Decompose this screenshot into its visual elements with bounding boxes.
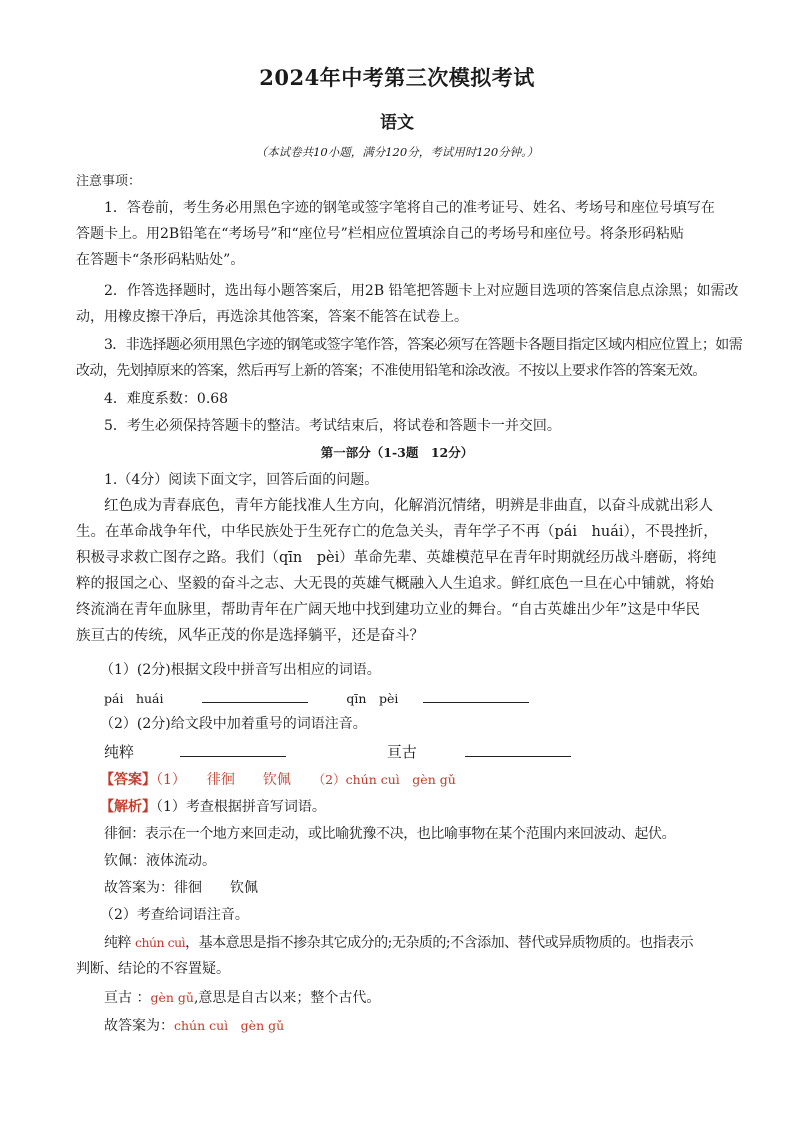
notice-item-4: 4．难度系数：0.68 — [104, 391, 229, 407]
notice-label: 注意事项： — [76, 174, 142, 189]
passage-line-3: 积极寻求救亡图存之路。我们（qīn pèi）革命先辈、英雄模范早在青年时期就经历战斗磨砺，将纯 — [76, 550, 717, 566]
notice-item-1-line-3: 在答题卡“条形码粘贴处”。 — [76, 252, 245, 268]
passage-line-6: 族亘古的传统，风华正茂的你是选择躺平，还是奋斗？ — [76, 628, 424, 644]
word-blank-row — [104, 742, 754, 763]
notice-item-2-line-2: 动，用橡皮擦干净后，再选涂其他答案，答案不能答在试卷上。 — [76, 309, 468, 325]
definition-3-line-1 — [104, 933, 754, 953]
definition-3-word: 纯粹 — [104, 935, 135, 951]
definition-3-pinyin: chún cuì — [134, 935, 186, 950]
answer-line — [100, 770, 750, 790]
analysis-label: 【解析】 — [100, 799, 156, 815]
answer-content-1: （1） 徘徊 钦佩 — [156, 772, 319, 788]
definition-4-pinyin: gèn gǔ — [150, 990, 194, 1005]
answer-blank-4[interactable] — [465, 742, 571, 757]
notice-item-5: 5．考生必须保持答题卡的整洁。考试结束后，将试卷和答题卡一并交回。 — [104, 418, 561, 434]
word-2-label: 亘古 — [386, 743, 417, 761]
passage-line-2: 生。在革命战争年代，中华民族处于生死存亡的危急关头，青年学子不再（pái huái），不畏挫折， — [76, 524, 718, 540]
exam-info: （本试卷共10小题，满分120分，考试用时120分钟。） — [255, 145, 539, 159]
passage-line-1: 红色成为青春底色，青年方能找准人生方向，化解消沉情绪，明辨是非曲直，以奋斗成就出彩人 — [104, 498, 713, 514]
pinyin-2-label: qīn pèi — [346, 691, 399, 706]
notice-item-3-line-2: 改动，先划掉原来的答案，然后再写上新的答案；不准使用铅笔和涂改液。不按以上要求作答的答案无效。 — [76, 363, 706, 379]
definition-2: 钦佩：液体流动。 — [104, 853, 216, 869]
answer-blank-3[interactable] — [180, 742, 286, 757]
pinyin-1-label: pái huái — [104, 691, 164, 706]
analysis-part-2: （2）考查给词语注音。 — [100, 907, 249, 923]
answer-content-2: （2）chún cuì gèn gǔ — [318, 772, 456, 787]
pinyin-blank-row — [104, 688, 754, 709]
definition-1: 徘徊：表示在一个地方来回走动，或比喻犹豫不决，也比喻事物在某个范围内来回波动、起伏。 — [104, 826, 676, 842]
passage-line-5: 终流淌在青年血脉里，帮助青年在广阔天地中找到建功立业的舞台。“自古英雄出少年”这是中华民 — [76, 602, 700, 618]
notice-item-1-line-1: 1．答卷前，考生务必用黑色字迹的钢笔或签字笔将自己的准考证号、姓名、考场号和座位号填写在 — [104, 200, 715, 216]
page-title: 2024年中考第三次模拟考试 — [259, 65, 535, 90]
notice-item-1-line-2: 答题卡上。用2B铅笔在“考场号”和“座位号”栏相应位置填涂自己的考场号和座位号。将条形码粘贴 — [76, 226, 684, 242]
analysis-line — [100, 797, 750, 817]
answer-blank-1[interactable] — [202, 688, 308, 703]
notice-item-3-line-1: 3．非选择题必须用黑色字迹的钢笔或签字笔作答，答案必须写在答题卡各题目指定区域内相应位置上；如需 — [104, 337, 743, 353]
answer-summary-2-pinyin: chún cuì gèn gǔ — [174, 1018, 285, 1033]
question-1-stem: 1.（4分）阅读下面文字，回答后面的问题。 — [104, 472, 379, 488]
definition-3-line-2: 判断、结论的不容置疑。 — [76, 961, 230, 977]
answer-summary-2-label: 故答案为： — [104, 1018, 174, 1034]
analysis-part-1: （1）考查根据拼音写词语。 — [156, 799, 326, 815]
word-1-label: 纯粹 — [104, 743, 135, 761]
passage-line-4: 粹的报国之心、坚毅的奋斗之志、大无畏的英雄气概融入人生追求。鲜红底色一旦在心中铺就，将始 — [76, 576, 714, 592]
notice-item-2-line-1: 2．作答选择题时，选出每小题答案后，用2B 铅笔把答题卡上对应题目选项的答案信息点涂黑；如需改 — [104, 283, 739, 299]
answer-blank-2[interactable] — [423, 688, 529, 703]
sub-question-2: （2）(2分)给文段中加着重号的词语注音。 — [100, 716, 367, 732]
subject-title: 语文 — [380, 113, 414, 133]
definition-4-text: ,意思是自古以来；整个古代。 — [193, 990, 381, 1006]
answer-label: 【答案】 — [100, 772, 156, 788]
sub-question-1: （1）(2分)根据文段中拼音写出相应的词语。 — [100, 662, 381, 678]
section-heading: 第一部分（1-3题 12分） — [320, 445, 474, 460]
definition-4-word: 亘古 ： — [104, 990, 151, 1006]
definition-4 — [104, 988, 754, 1008]
definition-3-text: ，基本意思是指不掺杂其它成分的;无杂质的;不含添加、替代或异质物质的。也指表示 — [185, 935, 694, 951]
answer-summary-1: 故答案为：徘徊 钦佩 — [104, 880, 258, 896]
answer-summary-2 — [104, 1016, 754, 1036]
